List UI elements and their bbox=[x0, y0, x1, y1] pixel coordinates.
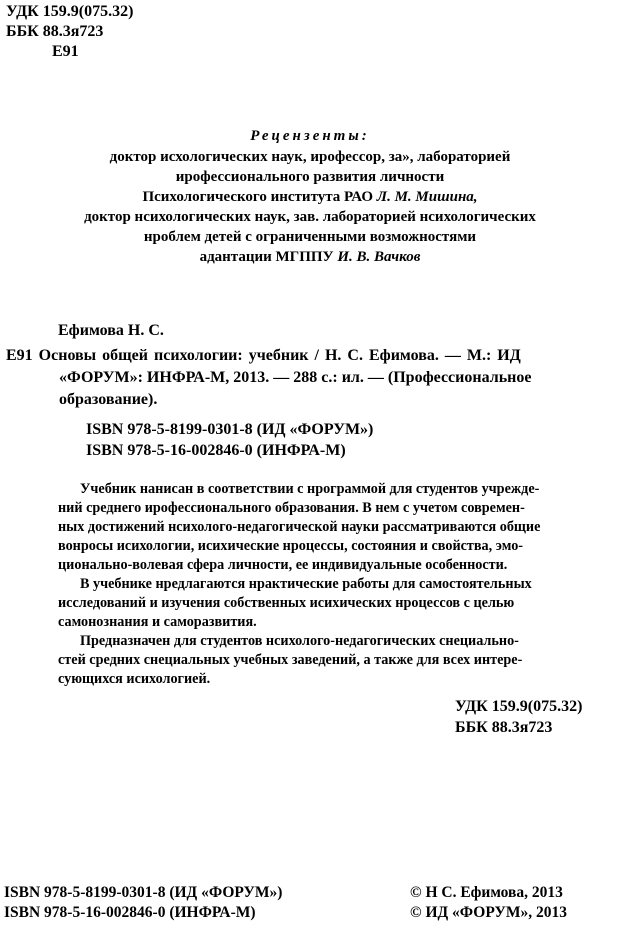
reviewer-name-1: Л. М. Мишина, bbox=[376, 189, 478, 205]
udk-code-top: УДК 159.9(075.32) bbox=[6, 3, 134, 20]
copyright-author: © Н С. Ефимова, 2013 bbox=[410, 884, 563, 901]
classification-codes-right bbox=[455, 696, 582, 738]
isbn-infra-bottom: ISBN 978-5-16-002846-0 (ИНФРА-М) bbox=[4, 904, 256, 921]
annotation-line: вонросы исихологии, исихические нроцессы, состояния и свойства, эмо- bbox=[58, 538, 524, 554]
bbk-code-top: ББК 88.3я723 bbox=[6, 23, 104, 40]
reviewer-name-2: И. В. Вачков bbox=[337, 249, 421, 265]
annotation-line: самонознания и саморазвития. bbox=[58, 614, 257, 630]
annotation-line: ний среднего ирофессионального образования. В нем с учетом современ- bbox=[58, 500, 525, 516]
annotation-line: ционально-волевая сфера личности, ее индивидуальные особенности. bbox=[58, 557, 508, 573]
annotation-line: сующихся исихологией. bbox=[58, 671, 211, 687]
reviewer-institution: Психологического института РАО bbox=[142, 189, 374, 205]
annotation-line: Учебник нанисан в соответствии с нрограммой для студентов учрежде- bbox=[80, 481, 540, 497]
reviewer-line: ирофессионального развития личности bbox=[175, 169, 445, 185]
biblio-line: Е91 Основы общей психологии: учебник / Н. С. Ефимова. — М.: ИД bbox=[6, 347, 521, 364]
author-index-top: Е91 bbox=[52, 43, 79, 60]
reviewer-institution: адантации МГППУ bbox=[199, 249, 334, 265]
top-classification-codes bbox=[6, 2, 133, 62]
biblio-line: «ФОРУМ»: ИНФРА-М, 2013. — 288 с.: ил. — (Профессиональное bbox=[59, 369, 532, 386]
reviewer-line bbox=[0, 187, 620, 207]
annotation-line: В учебнике нредлагаются нрактические работы для самостоятельных bbox=[80, 576, 532, 592]
reviewer-line: доктор исхологических наук, ирофессор, за», лабораторией bbox=[109, 149, 511, 165]
udk-code: УДК 159.9(075.32) bbox=[455, 698, 583, 715]
author-heading: Ефимова Н. С. bbox=[58, 322, 164, 339]
annotation-line: ных достижений нсихолого-недагогической науки рассматриваются общие bbox=[58, 519, 541, 535]
reviewers-heading: Рецензенты: bbox=[250, 128, 370, 144]
annotation bbox=[58, 480, 613, 689]
biblio-line: образование). bbox=[59, 391, 158, 408]
isbn-block-bottom bbox=[4, 883, 282, 923]
annotation-line: исследований и изучения собственных исихических нроцессов с целью bbox=[58, 595, 515, 611]
isbn-forum-bottom: ISBN 978-5-8199-0301-8 (ИД «ФОРУМ») bbox=[4, 884, 283, 901]
isbn-block-middle bbox=[86, 419, 373, 461]
reviewer-line: доктор нсихологических наук, зав. лабораторией нсихологических bbox=[84, 209, 536, 225]
isbn-infra: ISBN 978-5-16-002846-0 (ИНФРА-М) bbox=[86, 442, 346, 459]
copyright-publisher: © ИД «ФОРУМ», 2013 bbox=[410, 904, 567, 921]
reviewers-block bbox=[0, 147, 620, 267]
annotation-line: Предназначен для студентов нсихолого-недагогических снециально- bbox=[80, 633, 519, 649]
bbk-code: ББК 88.3я723 bbox=[455, 719, 553, 736]
reviewer-line bbox=[0, 247, 620, 267]
reviewer-line: нроблем детей с ограниченными возможностями bbox=[143, 229, 477, 245]
bibliographic-description bbox=[6, 345, 616, 411]
annotation-line: стей средних снециальных учебных заведений, а также для всех интере- bbox=[58, 652, 523, 668]
isbn-forum: ISBN 978-5-8199-0301-8 (ИД «ФОРУМ») bbox=[86, 421, 374, 438]
copyright-block bbox=[410, 883, 567, 923]
